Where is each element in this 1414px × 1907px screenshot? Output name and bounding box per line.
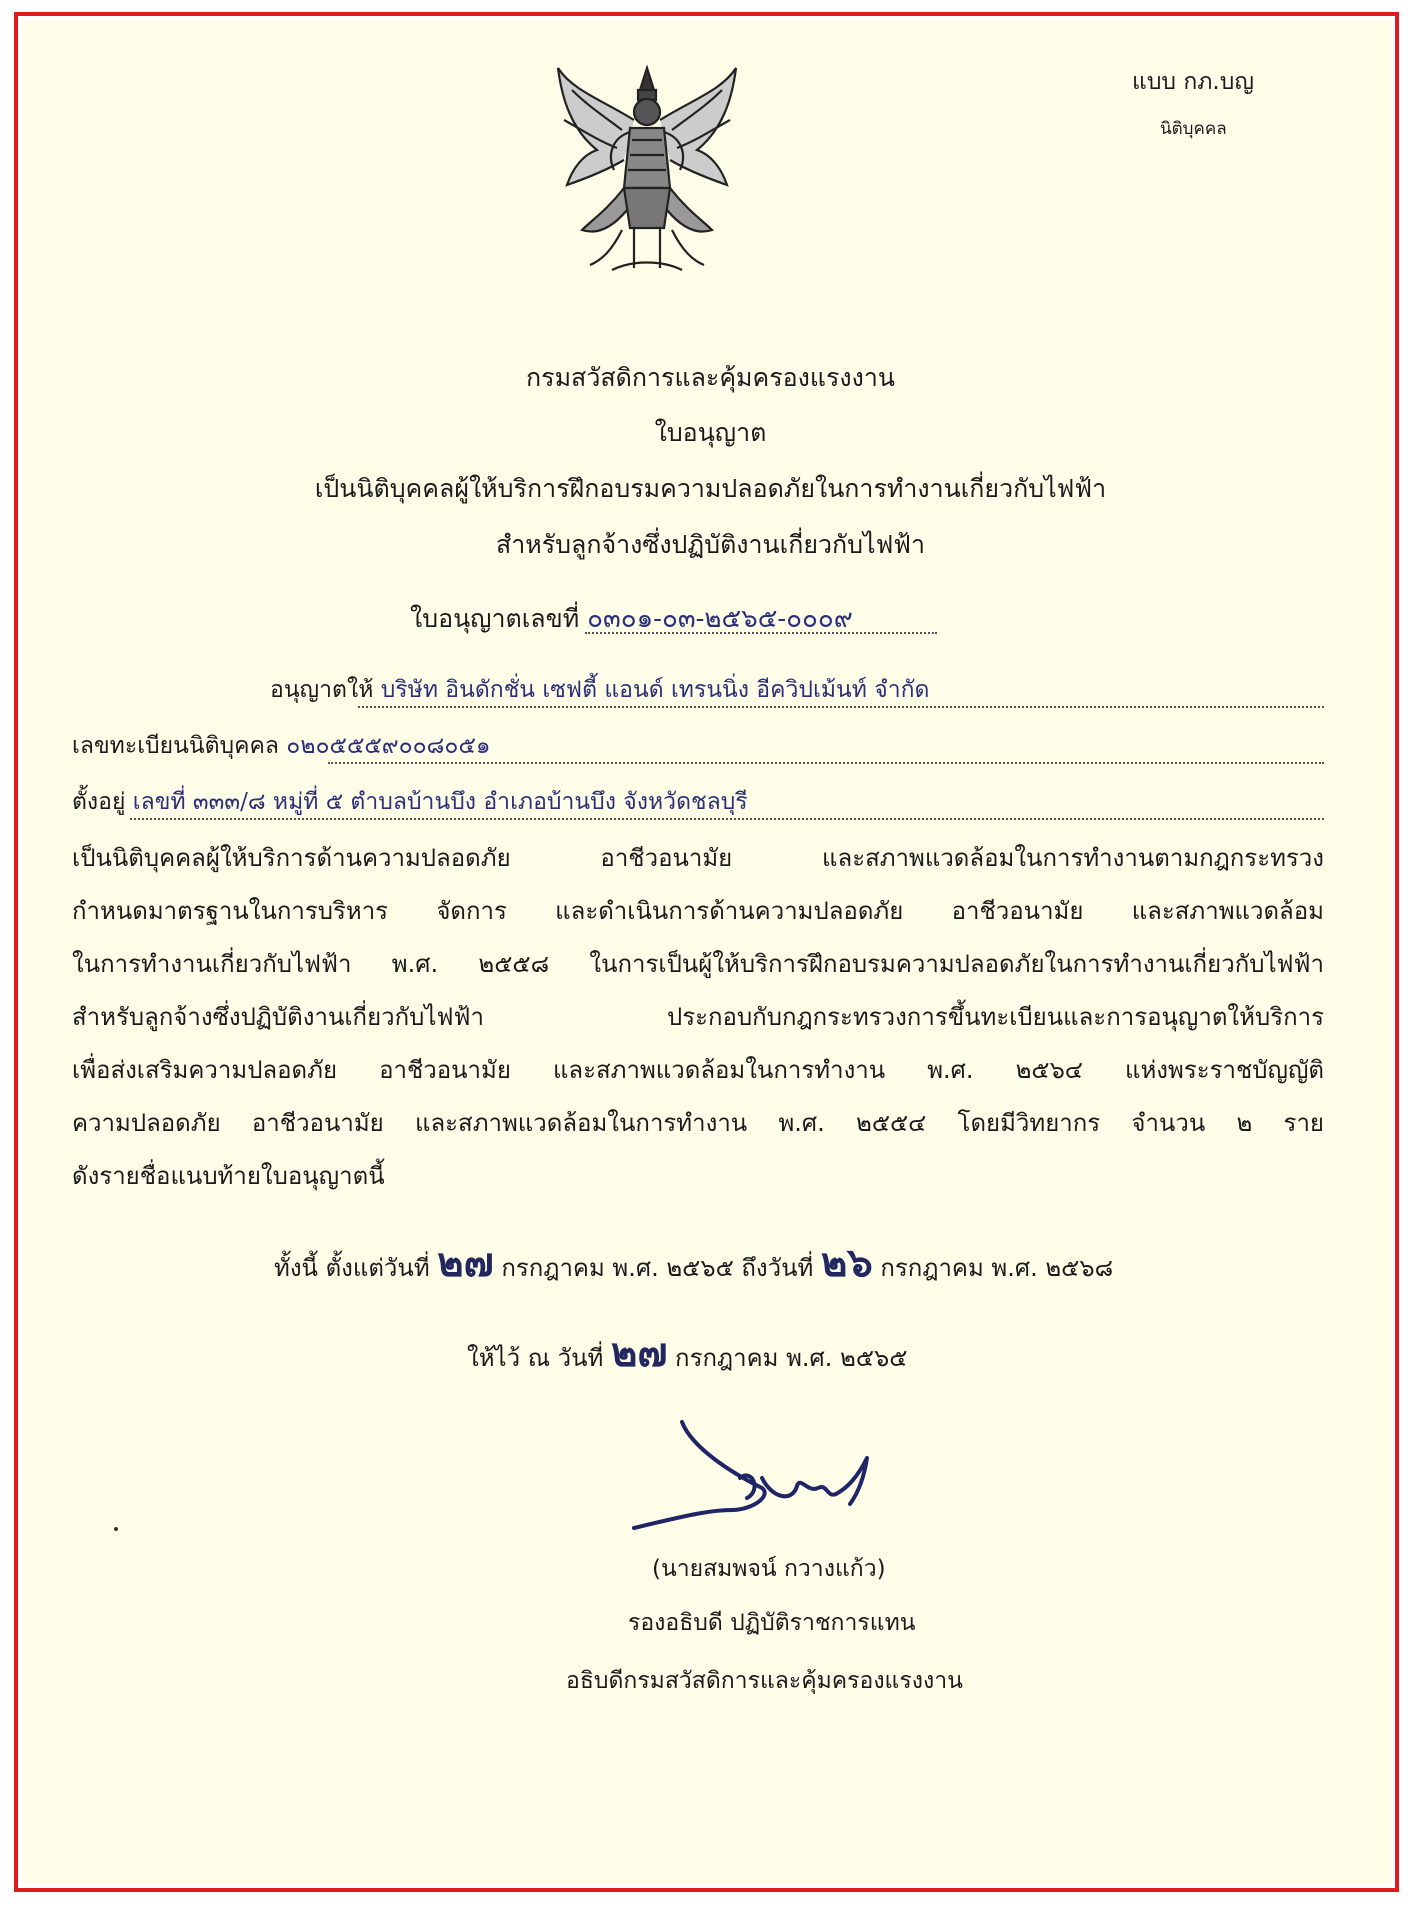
- grantee-dotline: [358, 706, 1324, 708]
- address-label: ตั้งอยู่: [72, 789, 126, 815]
- document-frame: [14, 12, 1399, 1892]
- validity-start-rest: กรกฎาคม พ.ศ. ๒๕๖๕ ถึงวันที่: [501, 1254, 814, 1282]
- validity-start-day: ๒๗: [437, 1239, 494, 1286]
- issued-row: [467, 1320, 907, 1384]
- document-type: ใบอนุญาต: [654, 418, 767, 447]
- garuda-emblem-icon: [552, 60, 742, 300]
- license-number-label: ใบอนุญาตเลขที่: [410, 604, 580, 633]
- validity-end-rest: กรกฎาคม พ.ศ. ๒๕๖๘: [880, 1254, 1114, 1282]
- address-value: เลขที่ ๓๓๓/๘ หมู่ที่ ๕ ตำบลบ้านบึง อำเภอบ้านบึง จังหวัดชลบุรี: [132, 789, 748, 815]
- license-title-line1: เป็นนิติบุคคลผู้ให้บริการฝึกอบรมความปลอดภัยในการทำงานเกี่ยวกับไฟฟ้า: [314, 474, 1107, 503]
- issued-prefix: ให้ไว้ ณ วันที่: [467, 1344, 604, 1372]
- registration-label: เลขทะเบียนนิติบุคคล: [72, 733, 279, 759]
- body-line: กำหนดมาตรฐานในการบริหาร จัดการ และดำเนินการด้านความปลอดภัย อาชีวอนามัย และสภาพแวดล้อม: [72, 897, 1324, 925]
- issued-day: ๒๗: [610, 1329, 668, 1376]
- grantee-name: บริษัท อินดักชั่น เซฟตี้ แอนด์ เทรนนิ่ง อีควิปเม้นท์ จำกัด: [380, 677, 930, 703]
- license-title-line2: สำหรับลูกจ้างซึ่งปฏิบัติงานเกี่ยวกับไฟฟ้า: [495, 530, 926, 559]
- signatory-name: (นายสมพจน์ กวางแก้ว): [652, 1556, 886, 1582]
- license-paper: [22, 20, 1391, 1884]
- body-line: เพื่อส่งเสริมความปลอดภัย อาชีวอนามัย และสภาพแวดล้อมในการทำงาน พ.ศ. ๒๕๖๔ แห่งพระราชบัญญัติ: [72, 1056, 1324, 1084]
- registration-row: [72, 728, 490, 764]
- validity-end-day: ๒๖: [820, 1239, 873, 1286]
- department-heading: กรมสวัสดิการและคุ้มครองแรงงาน: [526, 363, 895, 392]
- validity-prefix: ทั้งนี้ ตั้งแต่วันที่: [274, 1254, 430, 1282]
- body-line: เป็นนิติบุคคลผู้ให้บริการด้านความปลอดภัย อาชีวอนามัย และสภาพแวดล้อมในการทำงานตามกฎกระทรวง: [72, 844, 1324, 872]
- body-line: ดังรายชื่อแนบท้ายใบอนุญาตนี้: [72, 1162, 385, 1190]
- form-code: แบบ กภ.บญ: [1132, 69, 1254, 95]
- body-line: ในการทำงานเกี่ยวกับไฟฟ้า พ.ศ. ๒๕๕๘ ในการเป็นผู้ให้บริการฝึกอบรมความปลอดภัยในการทำงานเกี่ยวกับไฟฟ้า: [72, 950, 1324, 978]
- license-number-dotline: [585, 632, 937, 634]
- body-line: ความปลอดภัย อาชีวอนามัย และสภาพแวดล้อมในการทำงาน พ.ศ. ๒๕๕๔ โดยมีวิทยากร จำนวน ๒ ราย: [72, 1109, 1324, 1137]
- ink-dot: [114, 1527, 118, 1531]
- address-row: [72, 784, 748, 820]
- body-line: สำหรับลูกจ้างซึ่งปฏิบัติงานเกี่ยวกับไฟฟ้า ประกอบกับกฎกระทรวงการขึ้นทะเบียนและการอนุญาตให้บริการ: [72, 1003, 1324, 1031]
- registration-number: ๐๒๐๕๕๕๙๐๐๘๐๕๑: [286, 733, 491, 759]
- signature-image: [622, 1418, 912, 1558]
- grantee-label: อนุญาตให้: [270, 677, 374, 703]
- license-number-value: ๐๓๐๑-๐๓-๒๕๖๕-๐๐๐๙: [587, 604, 853, 634]
- signatory-position: รองอธิบดี ปฏิบัติราชการแทน: [628, 1610, 916, 1636]
- grantee-row: [270, 672, 930, 708]
- address-dotline: [130, 818, 1324, 820]
- signatory-office: อธิบดีกรมสวัสดิการและคุ้มครองแรงงาน: [566, 1668, 963, 1694]
- form-type: นิติบุคคล: [1160, 119, 1227, 139]
- issued-rest: กรกฎาคม พ.ศ. ๒๕๖๕: [675, 1344, 908, 1372]
- validity-row: [274, 1230, 1113, 1294]
- registration-dotline: [328, 762, 1324, 764]
